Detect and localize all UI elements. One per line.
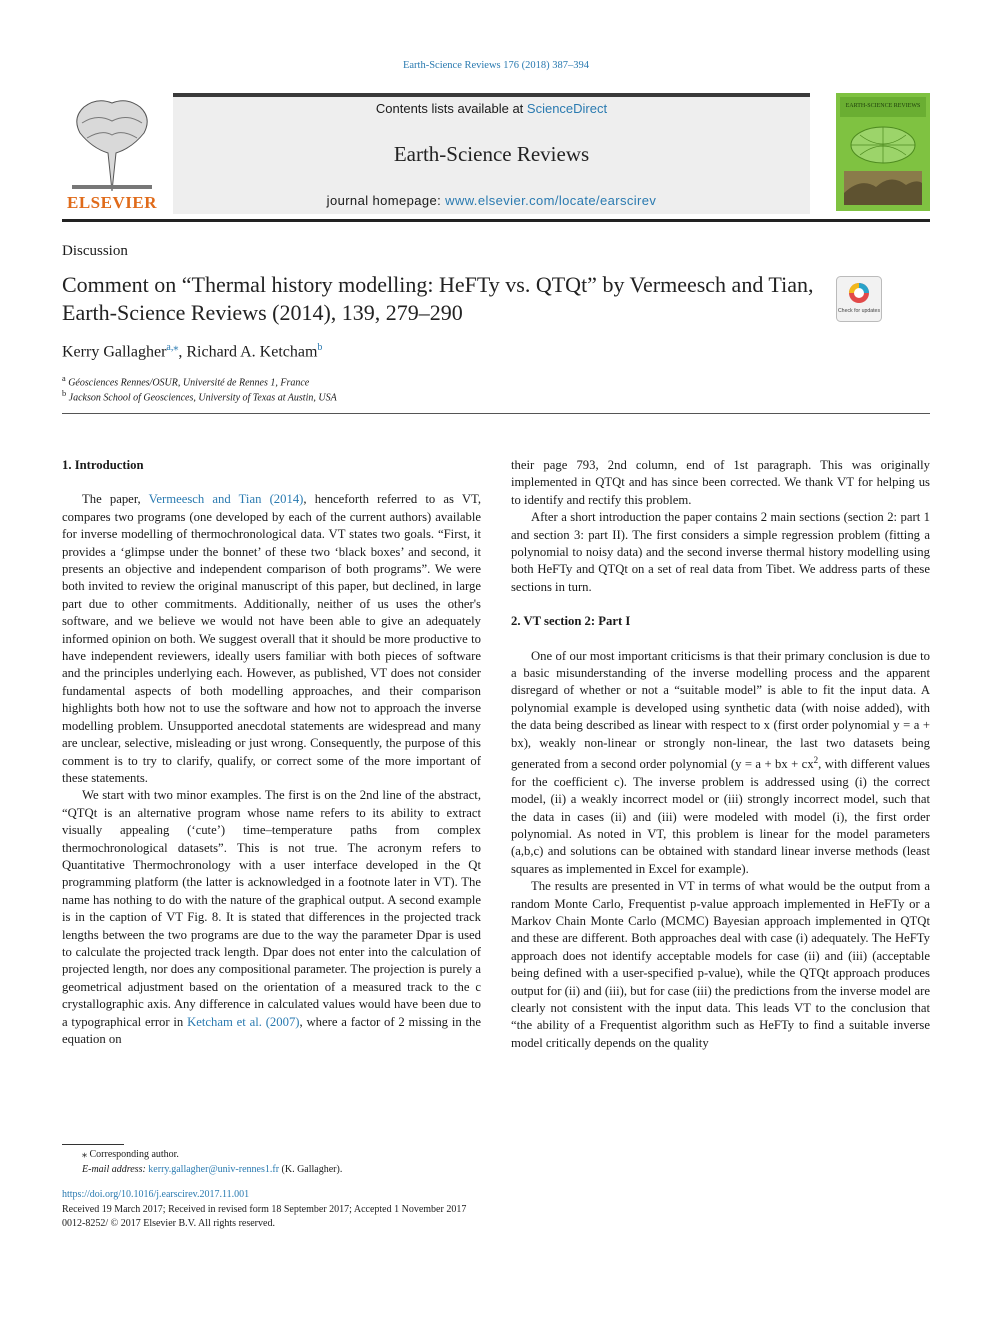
author-affil-mark[interactable]: a,⁎ xyxy=(166,342,179,353)
left-column xyxy=(62,457,481,1048)
journal-cover-thumbnail[interactable] xyxy=(836,93,930,211)
homepage-link[interactable]: www.elsevier.com/locate/earscirev xyxy=(445,193,657,208)
article-title: Comment on “Thermal history modelling: HeFTy vs. QTQt” by Vermeesch and Tian, Earth-Science Reviews (2014), 139, 279–290 xyxy=(62,272,814,325)
section-heading: 2. VT section 2: Part I xyxy=(511,614,631,629)
contents-line: Contents lists available at ScienceDirect xyxy=(375,101,608,116)
citation-link[interactable]: Ketcham et al. (2007) xyxy=(187,1014,300,1029)
affiliation: $^b$ Jackson School of Geosciences, University of Texas at Austin, USA xyxy=(62,389,337,404)
author-name[interactable]: Richard A. Ketcham xyxy=(186,343,318,361)
header-divider xyxy=(62,219,930,222)
paragraph: One of our most important criticisms is that their primary conclusion is due to a basic misunderstanding of the inverse modelling process and the apparent disregard of whether or not a “suitable model” is able to fit the input data. A polynomial example is developed using synthetic data (with noise added), with the data being described as linear with respect to x (first order polynomial y = a + bx), weakly non-linear or strongly non-linear, the last two datasets being generated from a second order polynomial (y = a + bx + $cx^2$, with different values for the coefficient c). The inverse problem is addressed using (i) the correct model, (ii) a weakly incorrect model or (iii) strongly incorrect model, such that the data in cases (ii) and (iii) were modeled with model (i), the first order polynomial. As noted in VT, this problem is linear for the model parameters (a,b,c) and solutions can be obtained with standard linear inverse methods (least squares as implemented in Excel for example). xyxy=(511,648,930,876)
article-history: Received 19 March 2017; Received in revised form 18 September 2017; Accepted 1 November 2017 xyxy=(62,1203,467,1215)
doi-link[interactable]: https://doi.org/10.1016/j.earscirev.2017.11.001 xyxy=(62,1189,250,1200)
elsevier-wordmark: ELSEVIER xyxy=(67,193,157,212)
section-heading: 1. Introduction xyxy=(62,458,144,472)
cover-title: EARTH-SCIENCE REVIEWS xyxy=(845,103,921,109)
paragraph: The results are presented in VT in terms of what would be the output from a random Monte Carlo, Frequentist p-value approach implemented in HeFTy or a Markov Chain Monte Carlo (MCMC) Bayesian approach implemented in QTQt and these are different. Both approaches deal with case (i) adequately. The HeFTy approach does not identify acceptable models for case (ii) and (iii) (acceptable being defined with a user-specified p-value), while the QTQt approach produces output for (ii) and (iii), but for case (iii) the predictions from the inverse model are clearly not consistent with the input data. This leads VT to the conclusion that “the ability of a Frequentist algorithm such as HeFTy to find a suitable inverse model critically depends on the quality xyxy=(511,879,930,1050)
crossmark-label: Check for updates xyxy=(837,308,881,314)
journal-citation[interactable]: Earth-Science Reviews 176 (2018) 387–394 xyxy=(402,60,590,71)
citation-link[interactable]: Vermeesch and Tian (2014) xyxy=(148,492,304,507)
paragraph: their page 793, 2nd column, end of 1st paragraph. This was originally implemented in QTQt and has since been corrected. We thank VT for helping us to identify and rectify this problem. xyxy=(511,458,930,507)
article-metadata xyxy=(62,1188,466,1232)
sciencedirect-link[interactable]: ScienceDirect xyxy=(526,101,608,116)
email-link[interactable]: kerry.gallagher@univ-rennes1.fr xyxy=(148,1164,280,1175)
paragraph: We start with two minor examples. The first is on the 2nd line of the abstract, “QTQt is an alternative program whose name refers to its ability to extract visually appealing (‘cute’) time–temperature paths from complex thermochronological datasets”. This is not true. The acronym refers to Quantitative Thermochronology with a user interface developed in the Qt programming platform (the latter is acknowledged in a footnote later in VT). The name has nothing to do with the nature of the graphical output. A second example is in the caption of VT Fig. 8. It is stated that differences in the projected track lengths between the two programs are due to the way the parameter Dpar is used to calculate the projected track length. Dpar does not enter into the calculation of projected length, nor does any compositional parameter. The projection is purely a geometrical adjustment based on the orientation of a measured track to the c crystallographic axis. Any difference in calculated values would have been due to a typographical error in Ketcham et al. (2007), where a factor of 2 missing in the equation on xyxy=(62,788,481,1046)
affiliation: $^a$ Géosciences Rennes/OSUR, Université de Rennes 1, France xyxy=(62,374,310,389)
footnote-divider xyxy=(62,1144,124,1145)
journal-homepage: journal homepage: www.elsevier.com/locate/earscirev xyxy=(326,193,657,208)
paragraph: After a short introduction the paper contains 2 main sections (section 2: part 1 and section 3: part II). The first considers a simple regression problem (fitting a polynomial to noisy data) and the second inverse thermal history modelling using both HeFTy and QTQt on a set of real data from Tibet. We address parts of these sections in turn. xyxy=(511,510,930,594)
author-name[interactable]: Kerry Gallagher xyxy=(62,343,167,361)
paragraph: The paper, Vermeesch and Tian (2014), henceforth referred to as VT, compares two programs (one developed by each of the current authors) available for inverse modelling of thermochronological data. VT states two goals. “First, it provides a ‘glimpse under the bonnet’ of these two ‘black boxes’ and second, it presents an objective and independent comparison of both programs”. We were both invited to review the original manuscript of this paper, but declined, in large part due to other commitments. Additionally, neither of us uses the other's software, and we believe we would not have been able to give an adequately informed opinion on both. We suggest overall that it should be more productive to have independent reviewers, ideally users familiar with both pieces of software and the principles underlying each. However, as published, VT does not consider fundamental aspects of both modelling approaches, and their comparison highlights both how not to use the software and how not to approach the inverse modelling problem. Unsupported anecdotal statements are widespread and many are unclear, selective, misleading or just wrong. Consequently, the purpose of this comment is to try to clarify, qualify, or correct some of the more important of these statements. xyxy=(62,492,481,785)
article-type: Discussion xyxy=(62,243,128,259)
right-column xyxy=(511,457,930,1052)
author-affil-mark[interactable]: b xyxy=(317,342,323,353)
corresponding-mark: ⁎ xyxy=(82,1149,87,1160)
copyright: 0012-8252/ © 2017 Elsevier B.V. All rights reserved. xyxy=(62,1218,275,1229)
footnotes: ⁎ Corresponding author. E-mail address: kerry.gallagher@univ-rennes1.fr (K. Gallagher). xyxy=(82,1149,343,1175)
title-divider xyxy=(62,413,930,414)
journal-title: Earth-Science Reviews xyxy=(393,142,590,166)
author-list: Kerry Gallagher$^{a,⁎}$, Richard A. Ketcham$^b$ xyxy=(62,342,323,361)
check-for-updates-icon[interactable] xyxy=(836,276,882,322)
